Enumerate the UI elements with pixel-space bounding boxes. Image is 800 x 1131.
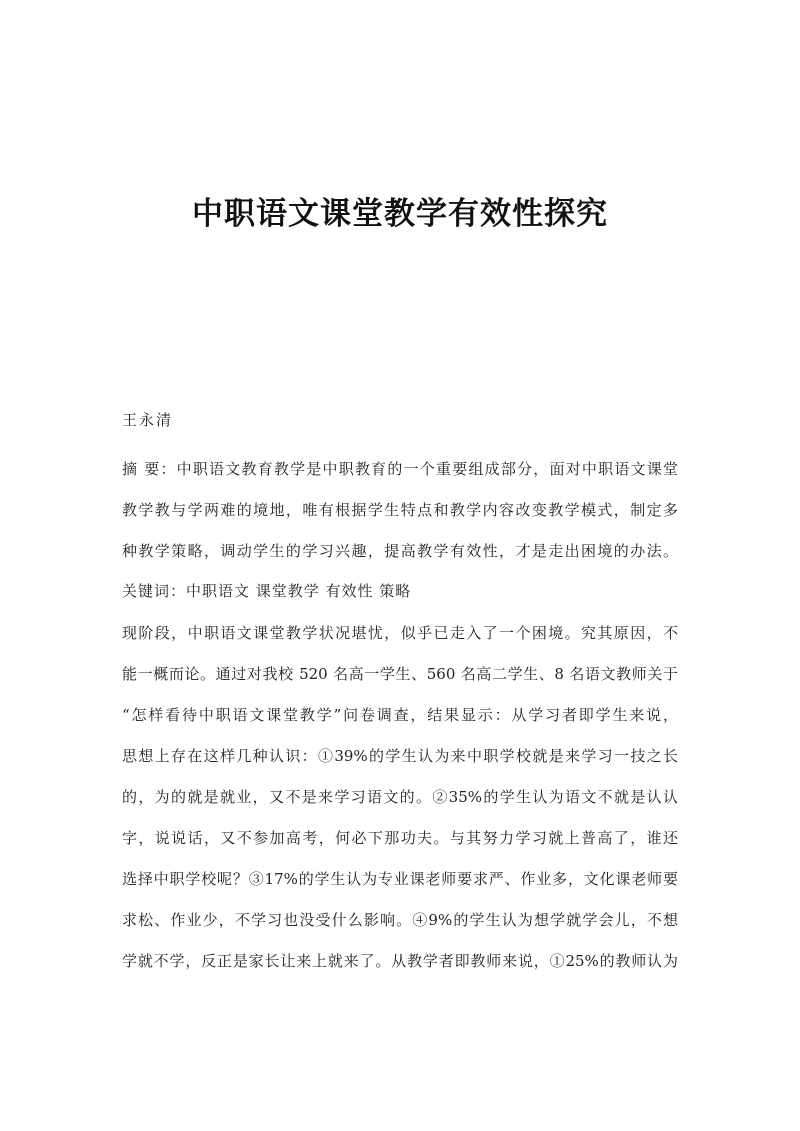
body-line: 求松、作业少，不学习也没受什么影响。④9%的学生认为想学就学会儿，不想 <box>122 911 678 929</box>
body-line: 思想上存在这样几种认识：①39%的学生认为来中职学校就是来学习一技之长 <box>122 747 678 765</box>
body-line: 的，为的就是就业，又不是来学习语文的。②35%的学生认为语文不就是认认 <box>122 788 678 806</box>
abstract <box>122 457 678 580</box>
abstract-line: 种教学策略，调动学生的学习兴趣，提高教学有效性，才是走出困境的办法。 <box>122 542 678 560</box>
body-line: 字，说说话，又不参加高考，何必下那功夫。与其努力学习就上普高了，谁还 <box>122 829 678 847</box>
abstract-line: 摘 要：中职语文教育教学是中职教育的一个重要组成部分，面对中职语文课堂 <box>122 460 678 478</box>
abstract-line: 教学教与学两难的境地，唯有根据学生特点和教学内容改变教学模式，制定多 <box>122 501 678 519</box>
body-line: 选择中职学校呢？③17%的学生认为专业课老师要求严、作业多，文化课老师要 <box>122 870 678 888</box>
body-line: 现阶段，中职语文课堂教学状况堪忧，似乎已走入了一个困境。究其原因，不 <box>122 624 678 642</box>
keywords: 关键词：中职语文 课堂教学 有效性 策略 <box>122 582 412 600</box>
body-line: 学就不学，反正是家长让来上就来了。从教学者即教师来说，①25%的教师认为 <box>122 952 678 970</box>
document-title: 中职语文课堂教学有效性探究 <box>192 196 608 232</box>
body-paragraph <box>122 621 678 990</box>
author-name: 王永清 <box>122 411 174 429</box>
body-line: 能一概而论。通过对我校 520 名高一学生、560 名高二学生、8 名语文教师关于 <box>122 665 678 683</box>
body-line: “怎样看待中职语文课堂教学”问卷调查，结果显示：从学习者即学生来说， <box>122 706 678 724</box>
